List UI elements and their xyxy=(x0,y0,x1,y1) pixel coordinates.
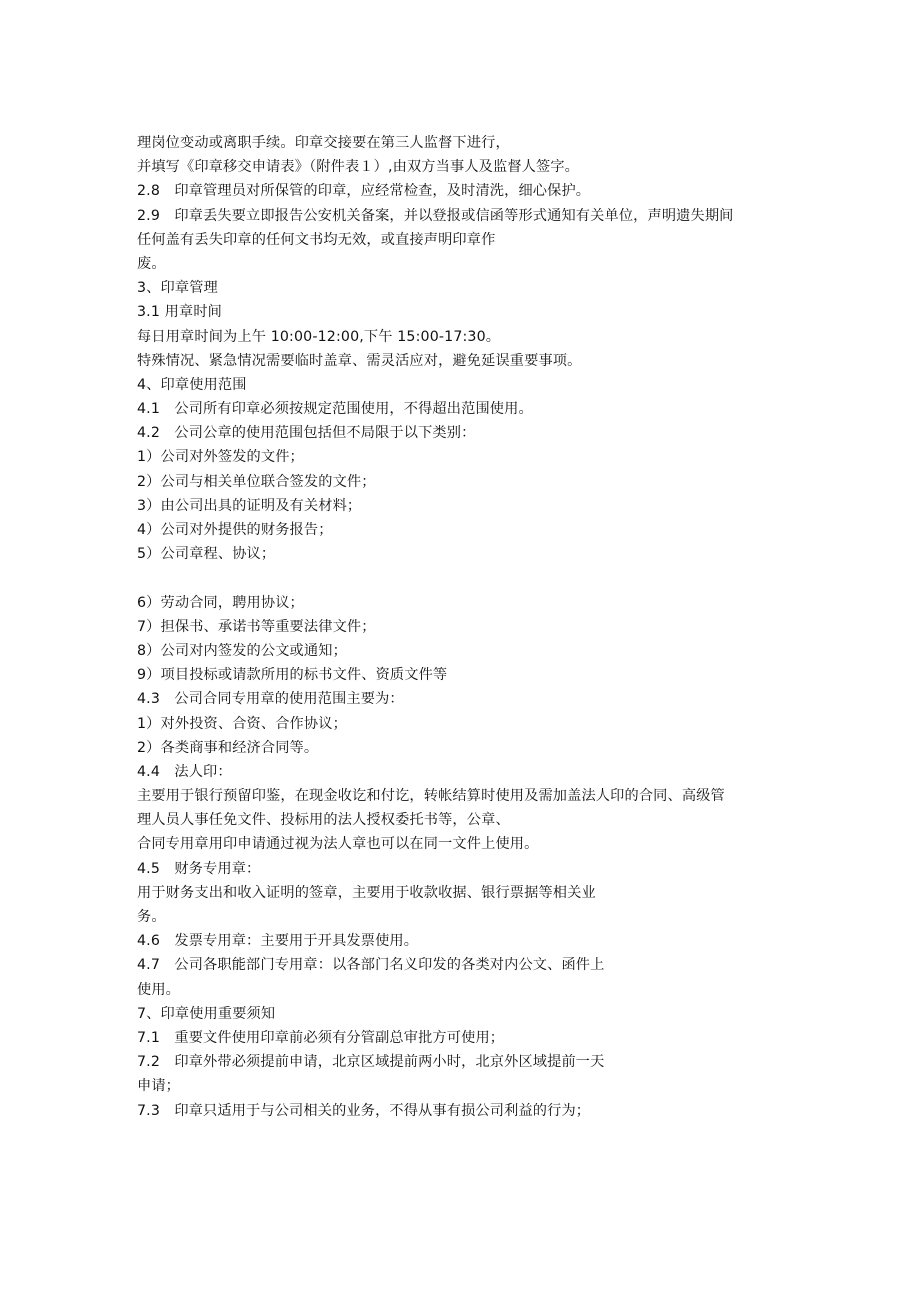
text-line: 申请； xyxy=(137,1078,181,1095)
list-item: 1）对外投资、合资、合作协议； xyxy=(137,715,347,732)
section-heading: 3、印章管理 xyxy=(137,280,218,297)
text-line: 任何盖有丢失印章的任何文书均无效，或直接声明印章作 xyxy=(137,231,496,248)
text-line: 7.3 印章只适用于与公司相关的业务，不得从事有损公司利益的行为； xyxy=(137,1102,591,1119)
list-item: 3）由公司出具的证明及有关材料； xyxy=(137,497,362,514)
section-heading: 4、印章使用范围 xyxy=(137,376,247,393)
text-line: 特殊情况、紧急情况需要临时盖章、需灵活应对，避免延误重要事项。 xyxy=(137,352,582,369)
list-item: 2）各类商事和经济合同等。 xyxy=(137,739,319,756)
section-heading: 7、印章使用重要须知 xyxy=(137,1005,276,1022)
text-line: 4.6 发票专用章：主要用于开具发票使用。 xyxy=(137,933,419,950)
list-item: 8）公司对内签发的公文或通知； xyxy=(137,642,347,659)
text-line: 每日用章时间为上午 10:00-12:00,下午 15:00-17:30。 xyxy=(137,328,501,345)
text-line: 4.5 财务专用章： xyxy=(137,860,261,877)
text-line: 使用。 xyxy=(137,981,181,998)
text-line: 理人员人事任免文件、投标用的法人授权委托书等，公章、 xyxy=(137,812,510,829)
text-line: 4.3 公司合同专用章的使用范围主要为： xyxy=(137,691,404,708)
text-line: 4.7 公司各职能部门专用章：以各部门名义印发的各类对内公文、函件上 xyxy=(137,957,605,974)
text-line: 4.4 法人印： xyxy=(137,763,232,780)
text-line: 废。 xyxy=(137,255,166,272)
text-line: 7.2 印章外带必须提前申请，北京区域提前两小时，北京外区域提前一天 xyxy=(137,1054,605,1071)
text-line: 7.1 重要文件使用印章前必须有分管副总审批方可使用； xyxy=(137,1029,505,1046)
document-body xyxy=(137,131,817,1123)
list-item: 2）公司与相关单位联合签发的文件； xyxy=(137,473,376,490)
text-line: 主要用于银行预留印鉴，在现金收讫和付讫，转帐结算时使用及需加盖法人印的合同、高级管 xyxy=(137,788,725,805)
subsection-heading: 3.1 用章时间 xyxy=(137,304,223,321)
text-line: 并填写《印章移交申请表》（附件表１）,由双方当事人及监督人签字。 xyxy=(137,159,580,176)
text-line: 务。 xyxy=(137,909,166,925)
list-item: 7）担保书、承诺书等重要法律文件； xyxy=(137,618,376,635)
list-item: 4）公司对外提供的财务报告； xyxy=(137,522,333,538)
list-item: 5）公司章程、协议； xyxy=(137,546,276,563)
text-line: 合同专用章用印申请通过视为法人章也可以在同一文件上使用。 xyxy=(137,836,539,853)
blank-line xyxy=(137,566,817,590)
text-line: 4.1 公司所有印章必须按规定范围使用，不得超出范围使用。 xyxy=(137,401,533,418)
text-line: 2.8 印章管理员对所保管的印章，应经常检查，及时清洗，细心保护。 xyxy=(137,183,591,200)
list-item: 1）公司对外签发的文件； xyxy=(137,449,304,466)
text-line: 2.9 印章丢失要立即报告公安机关备案，并以登报或信函等形式通知有关单位，声明遗失期间 xyxy=(137,207,734,224)
list-item: 6）劳动合同，聘用协议； xyxy=(137,594,304,611)
list-item: 9）项目投标或请款所用的标书文件、资质文件等 xyxy=(137,667,448,684)
text-line: 用于财务支出和收入证明的签章，主要用于收款收据、银行票据等相关业 xyxy=(137,884,596,901)
text-line: 理岗位变动或离职手续。印章交接要在第三人监督下进行， xyxy=(137,135,510,151)
text-line: 4.2 公司公章的使用范围包括但不局限于以下类别： xyxy=(137,425,476,442)
